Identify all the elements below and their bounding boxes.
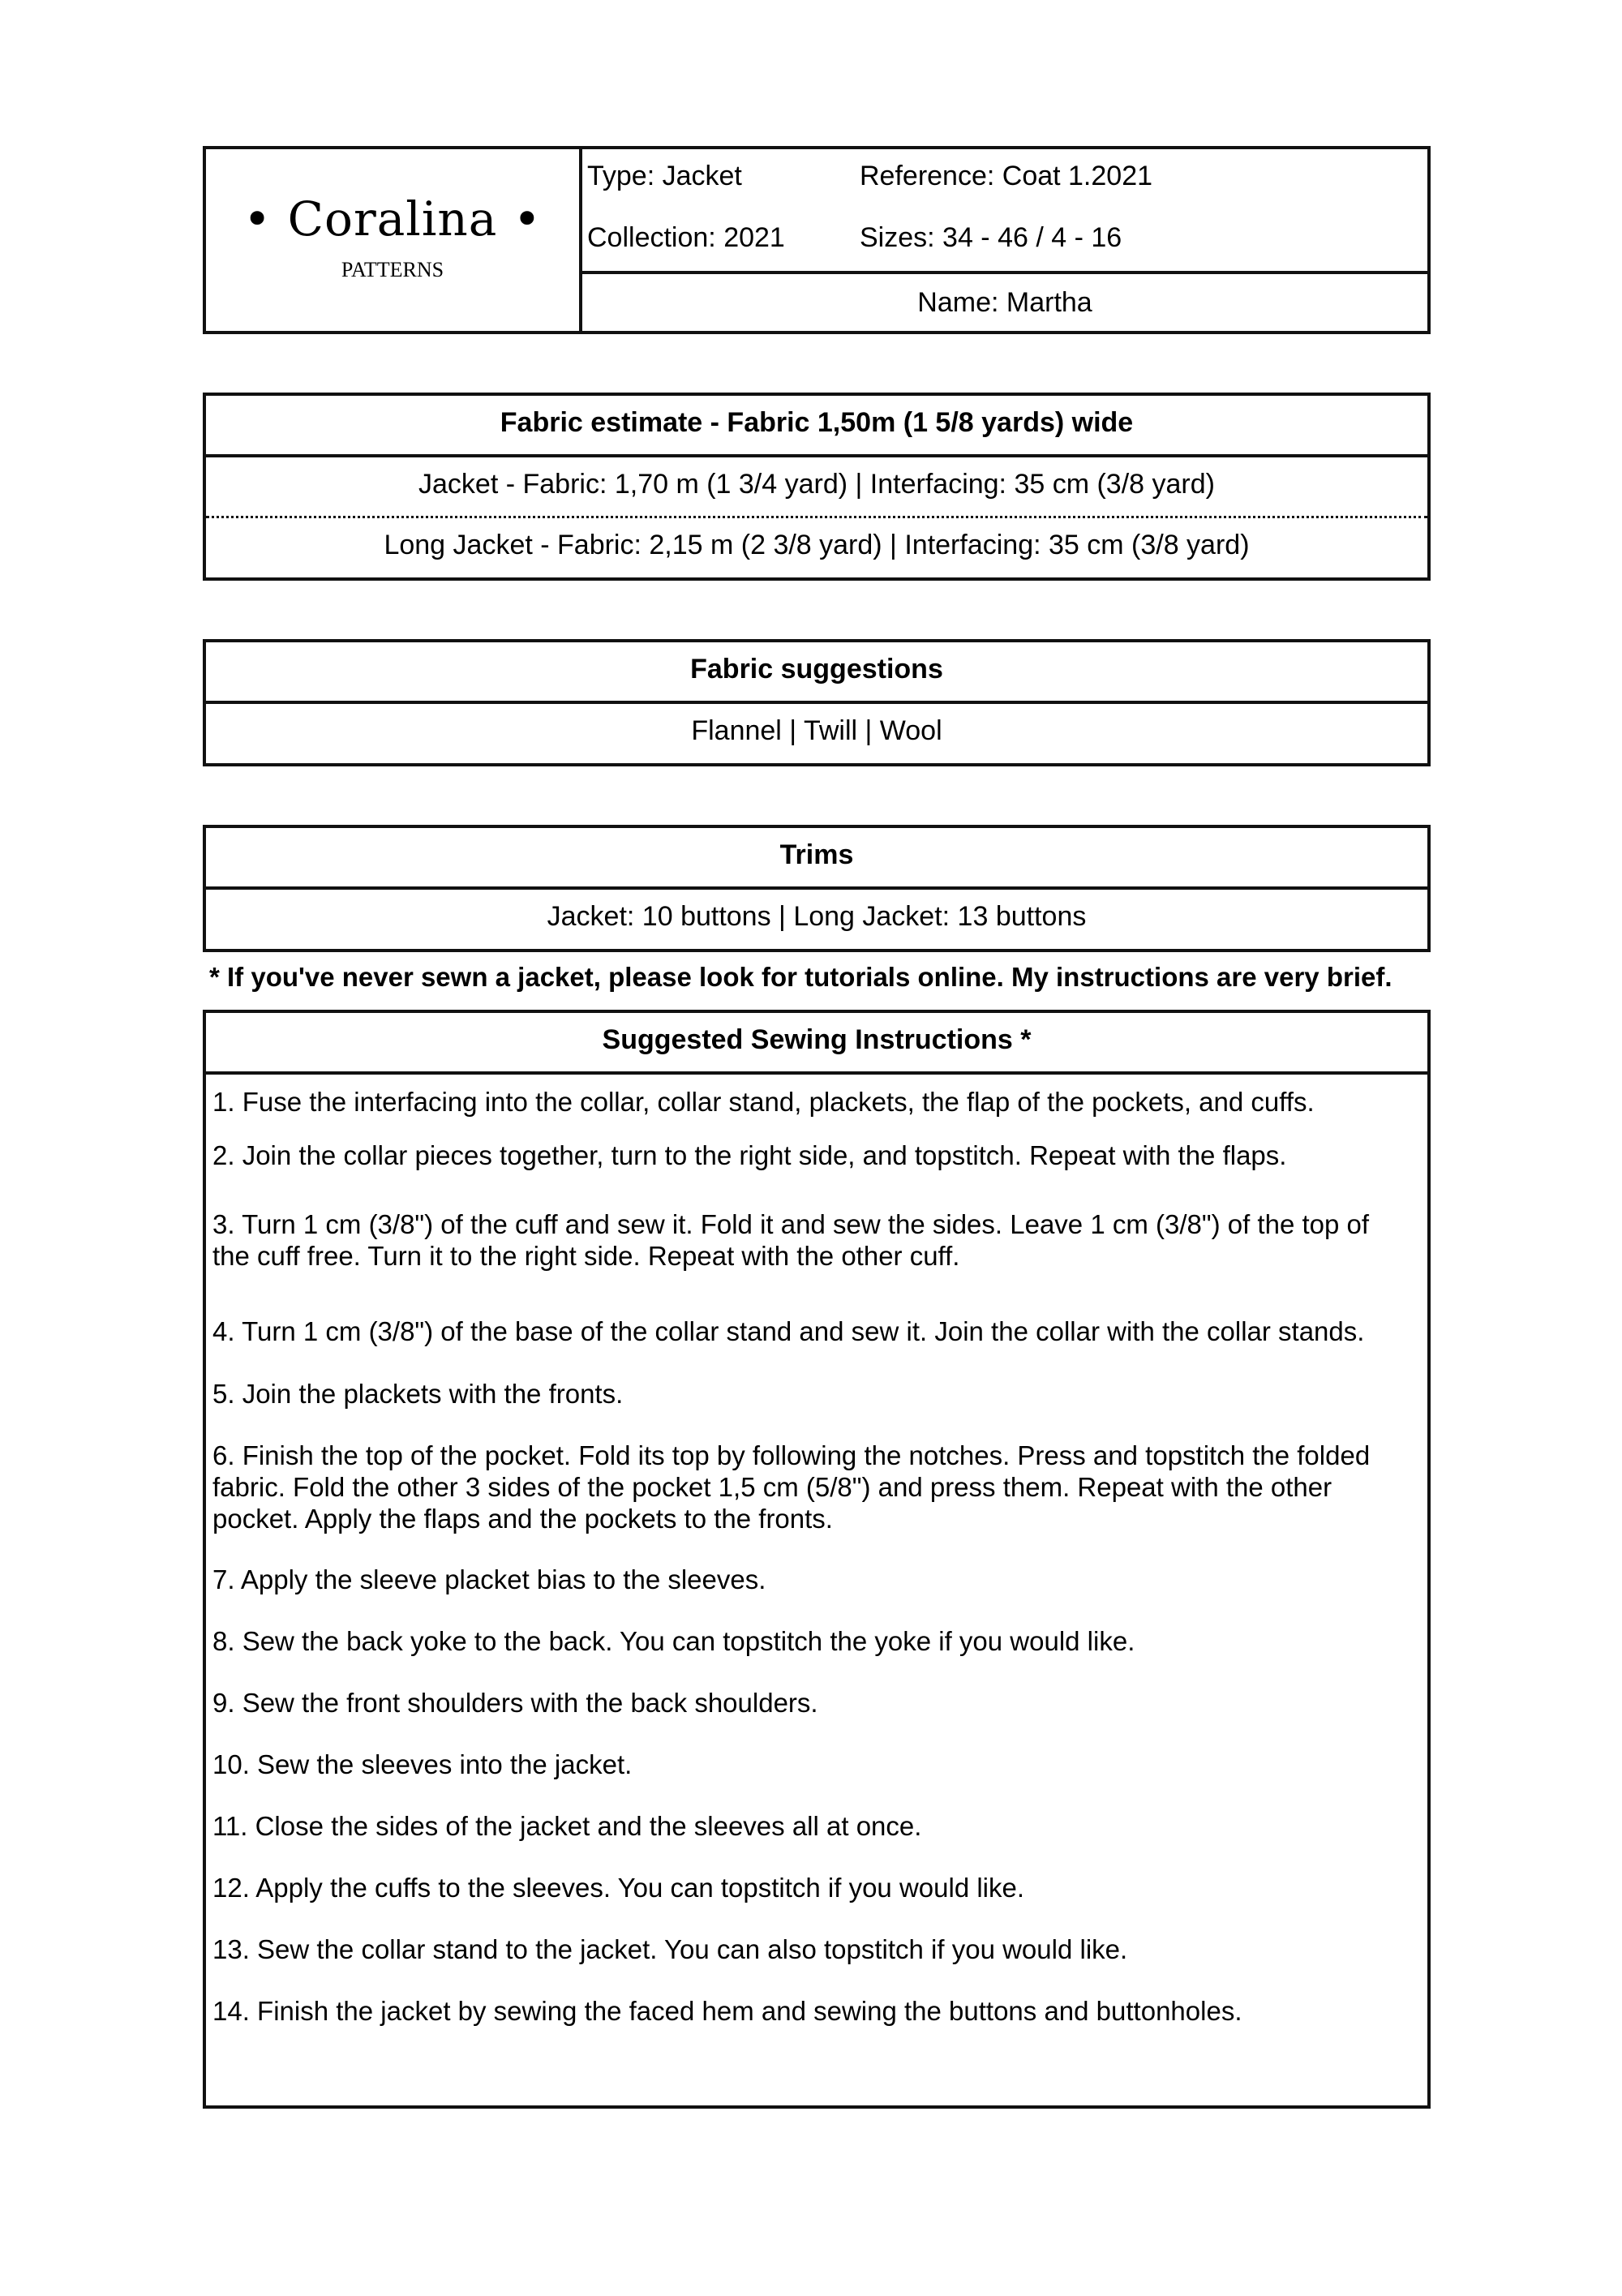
long-jacket-fabric-estimate: Long Jacket - Fabric: 2,15 m (2 3/8 yard) | Interfacing: 35 cm (3/8 yard) [384, 530, 1250, 560]
divider [206, 454, 1427, 457]
instruction-step: 13. Sew the collar stand to the jacket. You can also topstitch if you would like. [212, 1934, 1128, 1964]
instruction-step: 5. Join the plackets with the fronts. [212, 1379, 624, 1409]
trims-list: Jacket: 10 buttons | Long Jacket: 13 buttons [547, 901, 1087, 932]
pattern-type: Type: Jacket [587, 161, 742, 191]
sewing-instructions-title: Suggested Sewing Instructions * [602, 1024, 1032, 1055]
instruction-step: 2. Join the collar pieces together, turn to the right side, and topstitch. Repeat with the flaps. [212, 1140, 1287, 1170]
jacket-fabric-estimate: Jacket - Fabric: 1,70 m (1 3/4 yard) | Interfacing: 35 cm (3/8 yard) [418, 469, 1215, 500]
pattern-header-table [203, 146, 1431, 334]
instruction-step: 14. Finish the jacket by sewing the faced hem and sewing the buttons and buttonholes. [212, 1996, 1242, 2026]
trims-title: Trims [779, 839, 854, 870]
instructions-note: * If you've never sewn a jacket, please look for tutorials online. My instructions are very brief. [209, 962, 1392, 992]
fabric-suggestions-title: Fabric suggestions [690, 654, 943, 685]
divider [206, 701, 1427, 704]
brand-logo: • Coralina • [243, 191, 542, 247]
pattern-info-grid [582, 149, 1427, 274]
sewing-instructions-table [203, 1010, 1431, 2109]
fabric-estimate-table [203, 393, 1431, 581]
fabric-suggestions-list: Flannel | Twill | Wool [691, 715, 942, 746]
fabric-suggestions-table [203, 639, 1431, 766]
pattern-name: Name: Martha [917, 287, 1092, 318]
instruction-step: 9. Sew the front shoulders with the back shoulders. [212, 1688, 818, 1718]
pattern-reference: Reference: Coat 1.2021 [860, 161, 1153, 191]
instruction-step: 12. Apply the cuffs to the sleeves. You can topstitch if you would like. [212, 1873, 1025, 1903]
fabric-estimate-title: Fabric estimate - Fabric 1,50m (1 5/8 yards) wide [500, 407, 1134, 438]
brand-logo-subtitle: PATTERNS [341, 258, 444, 281]
instruction-step: 1. Fuse the interfacing into the collar, collar stand, plackets, the flap of the pockets, and cuffs. [212, 1087, 1315, 1117]
pattern-info-cell [582, 149, 1427, 331]
instruction-step: 11. Close the sides of the jacket and the sleeves all at once. [212, 1811, 922, 1841]
instruction-step: 7. Apply the sleeve placket bias to the sleeves. [212, 1564, 766, 1594]
logo-cell [206, 149, 582, 331]
instruction-step: 4. Turn 1 cm (3/8") of the base of the collar stand and sew it. Join the collar with the collar stands. [212, 1316, 1365, 1346]
instruction-step: 10. Sew the sleeves into the jacket. [212, 1749, 633, 1779]
trims-table [203, 825, 1431, 952]
pattern-sizes: Sizes: 34 - 46 / 4 - 16 [860, 222, 1122, 253]
divider [206, 886, 1427, 890]
instruction-step: 8. Sew the back yoke to the back. You can topstitch the yoke if you would like. [212, 1626, 1135, 1656]
pattern-collection: Collection: 2021 [587, 222, 785, 253]
instruction-step: 3. Turn 1 cm (3/8") of the cuff and sew it. Fold it and sew the sides. Leave 1 cm (3/8") of the top of the cuff free. Turn it to the right side. Repeat with the other cuff. [212, 1209, 1370, 1271]
dotted-divider [206, 516, 1427, 518]
instruction-step: 6. Finish the top of the pocket. Fold its top by following the notches. Press and topstitch the folded fabric. Fold the other 3 sides of the pocket 1,5 cm (5/8") and press them. Repeat with the other pocket. Apply the flaps and the pockets to the fronts. [212, 1440, 1371, 1534]
divider [206, 1071, 1427, 1075]
